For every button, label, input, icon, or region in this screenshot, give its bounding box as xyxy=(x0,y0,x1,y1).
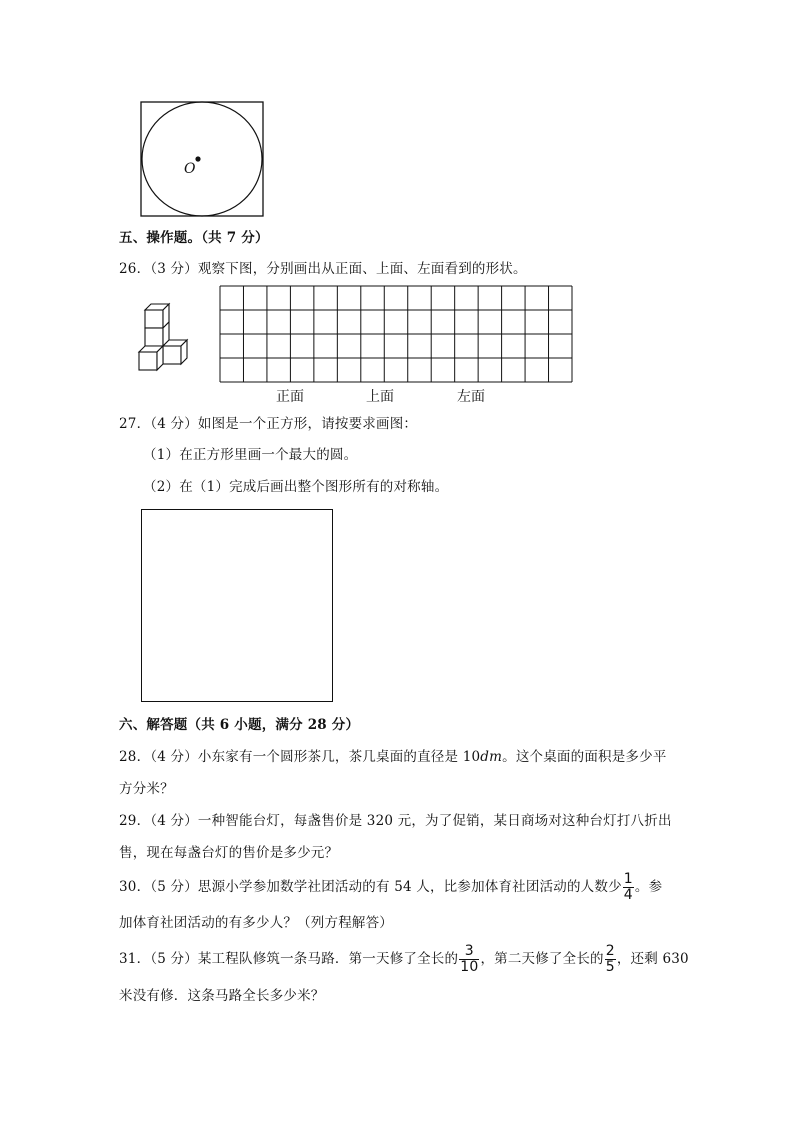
q31-fraction-2 xyxy=(605,944,616,975)
cube-front-face xyxy=(139,352,157,370)
q31-fraction-1 xyxy=(459,944,479,975)
q30-fraction-denominator: 4 xyxy=(623,887,633,903)
q26-text: 26．（3 分）观察下图，分别画出从正面、上面、左面看到的形状。 xyxy=(119,261,527,277)
q29-line1: 29．（4 分）一种智能台灯，每盏售价是 320 元，为了促销，某日商场对这种台灯打八折出 xyxy=(119,813,672,829)
view-label-left: 左面 xyxy=(457,389,485,405)
q31-line2: 米没有修．这条马路全长多少米？ xyxy=(119,988,325,1004)
circle-in-square-figure xyxy=(140,101,264,217)
cube-front-face xyxy=(145,328,163,346)
q31-line1-part-a: 31．（5 分）某工程队修筑一条马路．第一天修了全长的 xyxy=(119,951,459,967)
inscribed-circle xyxy=(142,102,262,216)
q30-line1-part-b: 。参 xyxy=(634,879,663,895)
grid-lines xyxy=(219,285,573,383)
drawing-square[interactable] xyxy=(141,509,333,702)
cube-stack-figure xyxy=(135,300,197,382)
view-label-front: 正面 xyxy=(276,389,304,405)
q30-fraction xyxy=(623,872,634,903)
center-point xyxy=(195,156,200,161)
q31-fraction-2-numerator: 2 xyxy=(605,943,615,959)
q28-line1 xyxy=(119,748,667,766)
section-5-heading: 五、操作题。（共 7 分） xyxy=(119,230,269,246)
circle-in-square-drawing xyxy=(140,101,264,217)
q31-line1-part-c: ，还剩 630 xyxy=(616,951,689,967)
q30-line2: 加体育社团活动的有多少人？（列方程解答） xyxy=(119,915,393,931)
q27-text: 27．（4 分）如图是一个正方形，请按要求画图： xyxy=(119,416,418,432)
q30-fraction-numerator: 1 xyxy=(623,871,633,887)
q31-line1 xyxy=(119,942,689,976)
q31-fraction-1-numerator: 3 xyxy=(459,944,479,960)
cube-stack-drawing xyxy=(135,300,197,382)
q31-line1-part-b: ，第二天修了全长的 xyxy=(480,951,604,967)
q31-fraction-2-denominator: 5 xyxy=(605,959,615,975)
cube-front-face xyxy=(145,310,163,328)
section-6-heading: 六、解答题（共 6 小题，满分 28 分） xyxy=(119,717,360,733)
q28-line2: 方分米？ xyxy=(119,781,174,797)
center-label: O xyxy=(184,161,196,177)
q28-line1-part-b: 。这个桌面的面积是多少平 xyxy=(502,749,667,765)
q28-unit: dm xyxy=(480,749,503,765)
q30-line1-part-a: 30．（5 分）思源小学参加数学社团活动的有 54 人，比参加体育社团活动的人数少 xyxy=(119,879,622,895)
q27-sub2: （2）在（1）完成后画出整个图形所有的对称轴。 xyxy=(143,479,449,495)
drawing-grid[interactable] xyxy=(219,285,573,383)
q30-line1 xyxy=(119,870,662,904)
q27-sub1: （1）在正方形里画一个最大的圆。 xyxy=(143,447,358,463)
cube-front-face xyxy=(163,346,181,364)
q31-fraction-1-denominator: 10 xyxy=(460,959,479,975)
view-label-top: 上面 xyxy=(366,389,394,405)
q28-line1-part-a: 28．（4 分）小东家有一个圆形茶几，茶几桌面的直径是 10 xyxy=(119,749,481,765)
q29-line2: 售，现在每盏台灯的售价是多少元？ xyxy=(119,845,339,861)
